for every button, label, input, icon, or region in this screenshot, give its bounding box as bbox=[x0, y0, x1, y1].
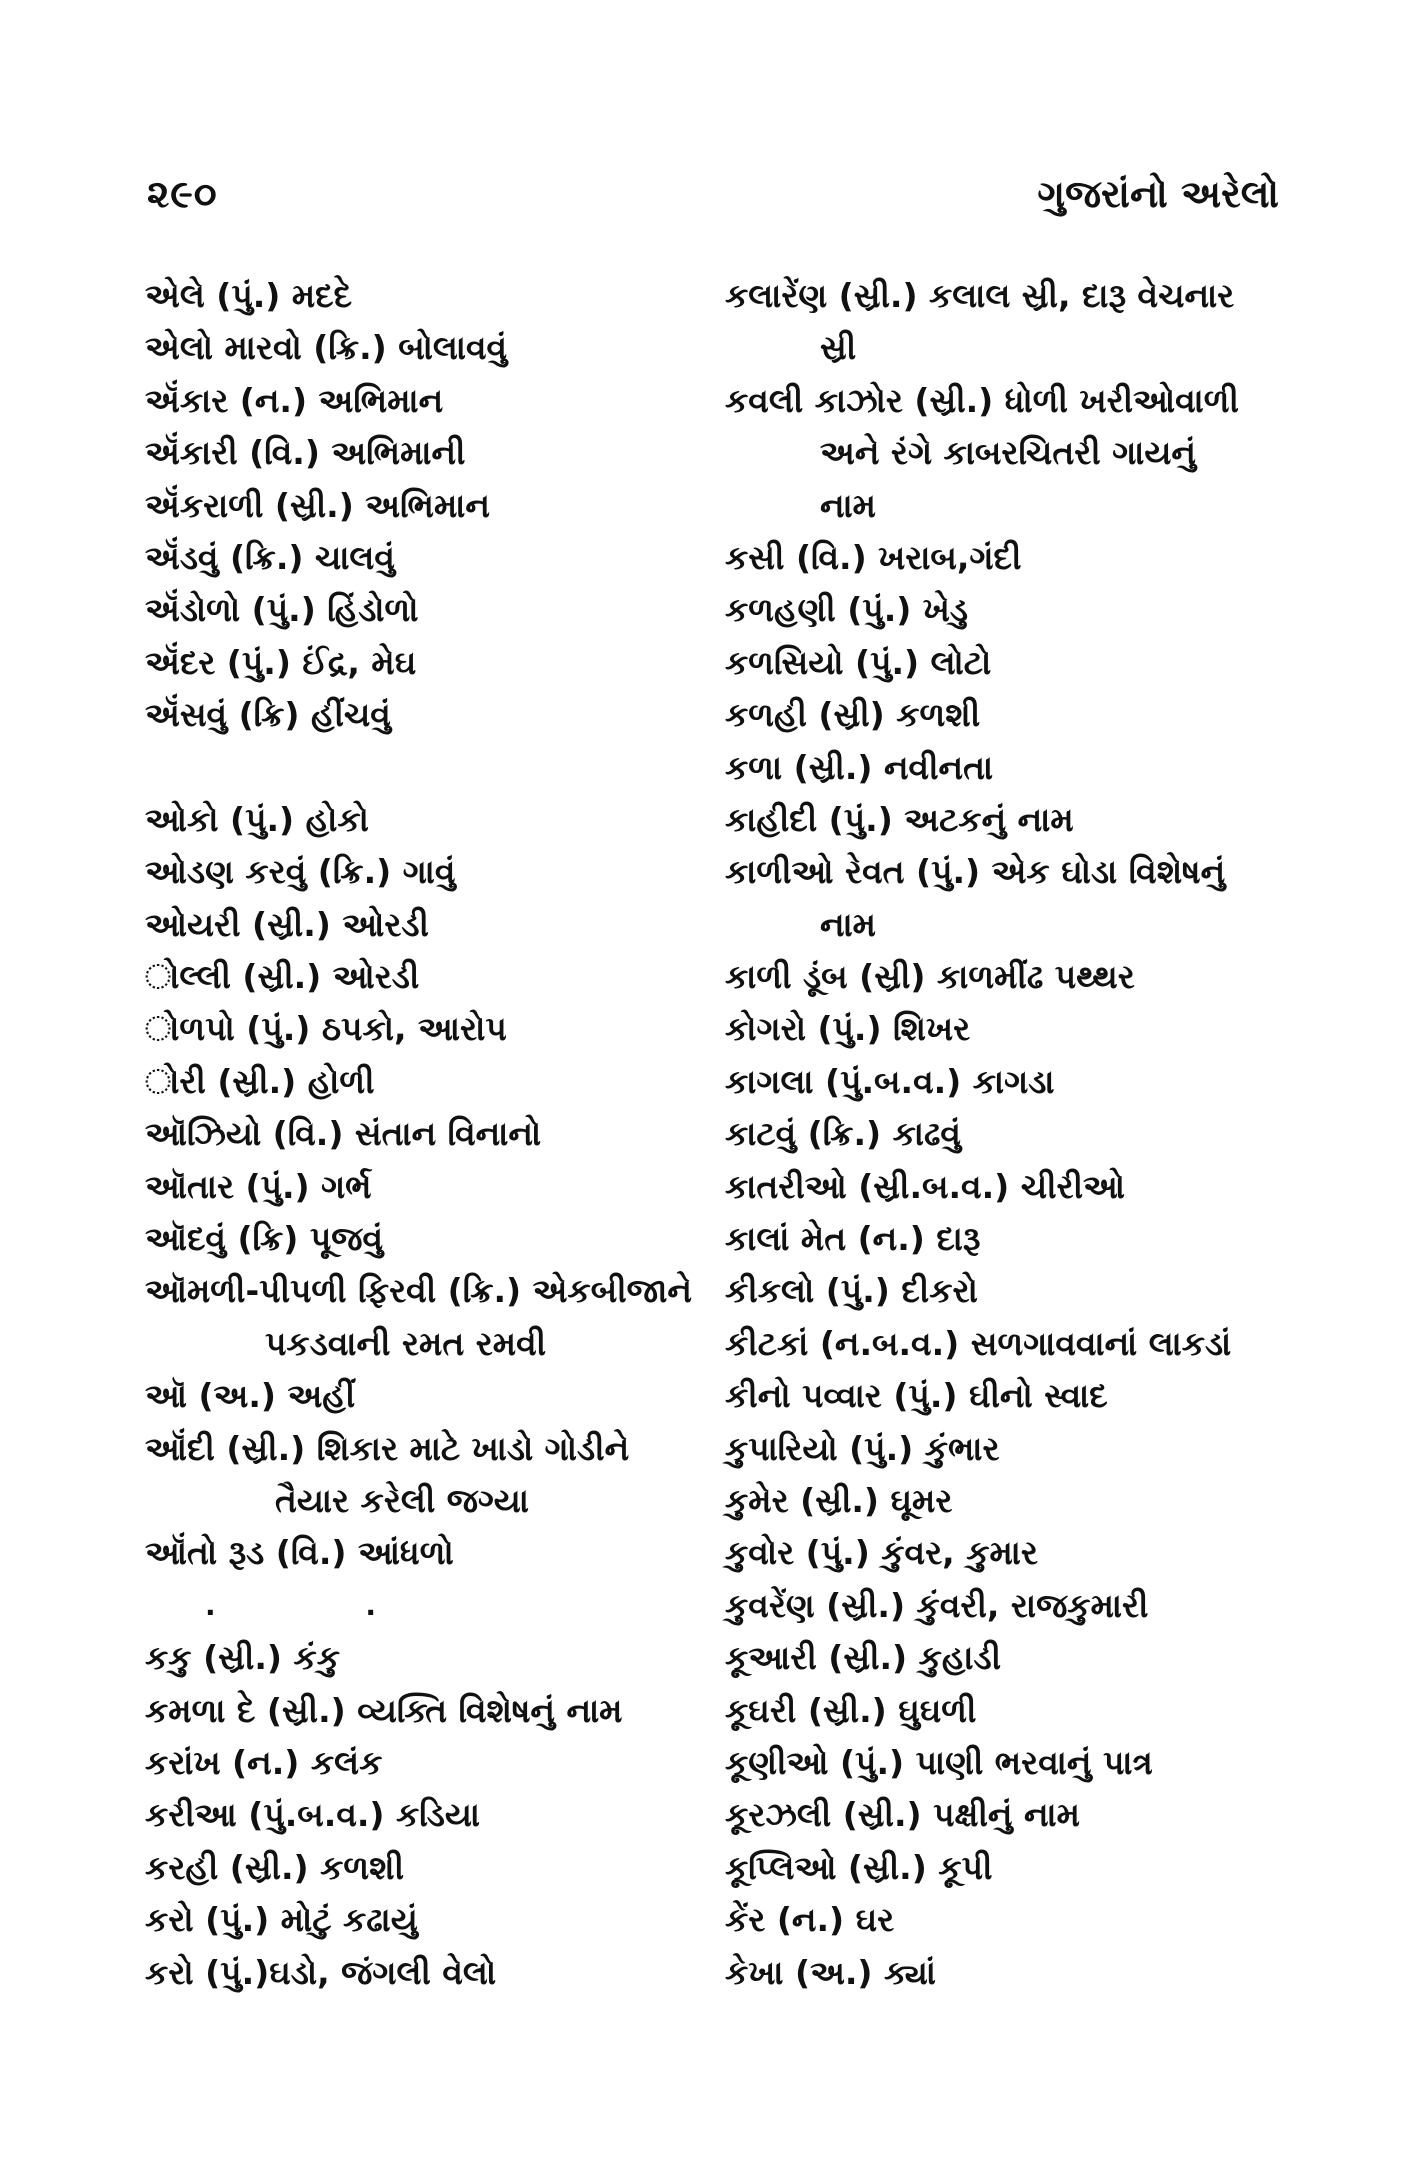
glossary-entry: કરાંખ (ન.) કલંક bbox=[145, 1742, 383, 1782]
glossary-entry: કળસિયો (પું.) લોટો bbox=[725, 642, 992, 682]
glossary-entry: કીનો પવ્વાર (પું.) ઘીનો સ્વાદ bbox=[725, 1376, 1108, 1416]
glossary-entry: કુવોર (પું.) કુંવર, કુમાર bbox=[725, 1533, 1038, 1573]
glossary-entry: ઑ (અ.) અહીં bbox=[145, 1376, 356, 1416]
glossary-entry: ોલ્લી (સ્રી.) ઓરડી bbox=[145, 957, 420, 997]
glossary-entry: કલારેંણ (સ્રી.) કલાલ સ્રી, દારૂ વેચનાર bbox=[725, 276, 1235, 315]
glossary-entry: કેખા (અ.) ક્યાં bbox=[725, 1952, 936, 1992]
glossary-entry: કુપારિયો (પું.) કુંભાર bbox=[725, 1428, 1000, 1468]
glossary-entry: કૂપ્લિઓ (સ્રી.) કૂપી bbox=[725, 1847, 993, 1887]
glossary-entry: ઓકો (પું.) હોકો bbox=[145, 799, 369, 839]
glossary-entry: કેંર (ન.) ઘર bbox=[725, 1900, 895, 1940]
glossary-entry-continuation: તૈયાર કરેલી જગ્યા bbox=[275, 1480, 529, 1520]
glossary-entry: કળા (સ્રી.) નવીનતા bbox=[725, 747, 994, 787]
glossary-entry: કરીઆ (પું.બ.વ.) કડિયા bbox=[145, 1795, 480, 1835]
glossary-entry: ઍંકાર (ન.) અભિમાન bbox=[145, 380, 444, 420]
glossary-entry: કાતરીઓ (સ્રી.બ.વ.) ચીરીઓ bbox=[725, 1166, 1126, 1206]
glossary-entry: ઍંસવું (ક્રિ) હીંચવું bbox=[145, 695, 391, 735]
glossary-entry: ઍંકરાળી (સ્રી.) અભિમાન bbox=[145, 485, 490, 525]
glossary-entry-continuation: સ્રી bbox=[820, 328, 857, 368]
glossary-entry: ઍંડવું (ક્રિ.) ચાલવું bbox=[145, 537, 395, 577]
left-column bbox=[145, 270, 705, 1999]
glossary-entry: ઍંકારી (વિ.) અભિમાની bbox=[145, 433, 466, 473]
glossary-entry: કમળા દે (સ્રી.) વ્યક્તિ વિશેષનું નામ bbox=[145, 1690, 623, 1730]
glossary-entry: ઑદવું (ક્રિ) પૂજવું bbox=[145, 1219, 384, 1259]
glossary-entry: કળહણી (પું.) ખેડુ bbox=[725, 590, 969, 630]
glossary-entry: કીકલો (પું.) દીકરો bbox=[725, 1271, 978, 1311]
page-number: ૨૯૦ bbox=[147, 172, 218, 216]
glossary-entry: કળહી (સ્રી) કળશી bbox=[725, 695, 981, 735]
glossary-entry: ોળપો (પું.) ઠપકો, આરોપ bbox=[145, 1009, 507, 1049]
glossary-entry-continuation: નામ bbox=[820, 904, 876, 944]
glossary-entry: ોરી (સ્રી.) હોળી bbox=[145, 1061, 375, 1101]
glossary-entry: કૂઘરી (સ્રી.) ઘુઘળી bbox=[725, 1690, 977, 1730]
glossary-entry: ઓડણ કરવું (ક્રિ.) ગાવું bbox=[145, 852, 456, 892]
section-separator-dots: . . bbox=[205, 1588, 377, 1622]
glossary-entry: કુવરેંણ (સ્રી.) કુંવરી, રાજકુમારી bbox=[725, 1585, 1149, 1625]
glossary-entry: ઑંતો રૂડ (વિ.) આંધળો bbox=[145, 1533, 454, 1573]
glossary-entry-continuation: અને રંગે કાબરચિતરી ગાયનું bbox=[820, 433, 1196, 473]
glossary-entry: કરહી (સ્રી.) કળશી bbox=[145, 1847, 405, 1887]
glossary-entry-continuation: પકડવાની રમત રમવી bbox=[265, 1323, 547, 1363]
glossary-entry: કુમેર (સ્રી.) ઘૂમર bbox=[725, 1480, 953, 1520]
glossary-entry: ઓયરી (સ્રી.) ઓરડી bbox=[145, 904, 429, 944]
glossary-entry-continuation: નામ bbox=[820, 485, 876, 525]
glossary-entry: કૂઆરી (સ્રી.) કુહાડી bbox=[725, 1638, 1002, 1678]
glossary-entry: કરો (પું.)ઘડો, જંગલી વેલો bbox=[145, 1952, 497, 1992]
glossary-entry: કાગલા (પું.બ.વ.) કાગડા bbox=[725, 1061, 1055, 1101]
glossary-entry: ઑંદી (સ્રી.) શિકાર માટે ખાડો ગોડીને bbox=[145, 1428, 630, 1468]
glossary-entry: ઍંડોળો (પું.) હિંડોળો bbox=[145, 590, 419, 630]
glossary-entry: કવલી કાઝોર (સ્રી.) ધોળી ખરીઓવાળી bbox=[725, 380, 1239, 420]
glossary-entry: કાહીદી (પું.) અટકનું નામ bbox=[725, 799, 1074, 839]
glossary-entry: ઑમળી-પીપળી ફિરવી (ક્રિ.) એકબીજાને bbox=[145, 1271, 693, 1311]
glossary-entry: ઑઝિયો (વિ.) સંતાન વિનાનો bbox=[145, 1114, 542, 1154]
glossary-entry: કાળી ડૂંબ (સ્રી) કાળમીંઢ પથ્થર bbox=[725, 957, 1135, 997]
right-column bbox=[725, 270, 1285, 1999]
glossary-entry: કાટવું (ક્રિ.) કાઢવું bbox=[725, 1114, 961, 1154]
glossary-entry: કૂણીઓ (પું.) પાણી ભરવાનું પાત્ર bbox=[725, 1742, 1153, 1782]
glossary-entry: એલે (પું.) મદદે bbox=[145, 276, 353, 315]
blank-line bbox=[145, 742, 705, 794]
glossary-entry: કાલાં મેત (ન.) દારૂ bbox=[725, 1219, 981, 1259]
glossary-entry: કસી (વિ.) ખરાબ,ગંદી bbox=[725, 537, 1022, 577]
glossary-entry: કરો (પું.) મોટું કઢાયું bbox=[145, 1900, 418, 1940]
glossary-entry: કીટકાં (ન.બ.વ.) સળગાવવાનાં લાકડાં bbox=[725, 1323, 1232, 1363]
running-head: ગુજરાંનો અરેલો bbox=[1037, 172, 1279, 216]
glossary-entry: કોગરો (પું.) શિખર bbox=[725, 1009, 971, 1049]
glossary-entry: કૂરઝલી (સ્રી.) પક્ષીનું નામ bbox=[725, 1795, 1080, 1835]
glossary-entry: એલો મારવો (ક્રિ.) બોલાવવું bbox=[145, 328, 508, 368]
glossary-entry: ઍંદર (પું.) ઈંદ્ર, મેઘ bbox=[145, 642, 417, 682]
glossary-entry: ઑતાર (પું.) ગર્ભ bbox=[145, 1166, 372, 1206]
glossary-entry: કાળીઓ રેવત (પું.) એક ઘોડા વિશેષનું bbox=[725, 852, 1226, 892]
glossary-entry: કકુ (સ્રી.) કંકુ bbox=[145, 1638, 341, 1678]
